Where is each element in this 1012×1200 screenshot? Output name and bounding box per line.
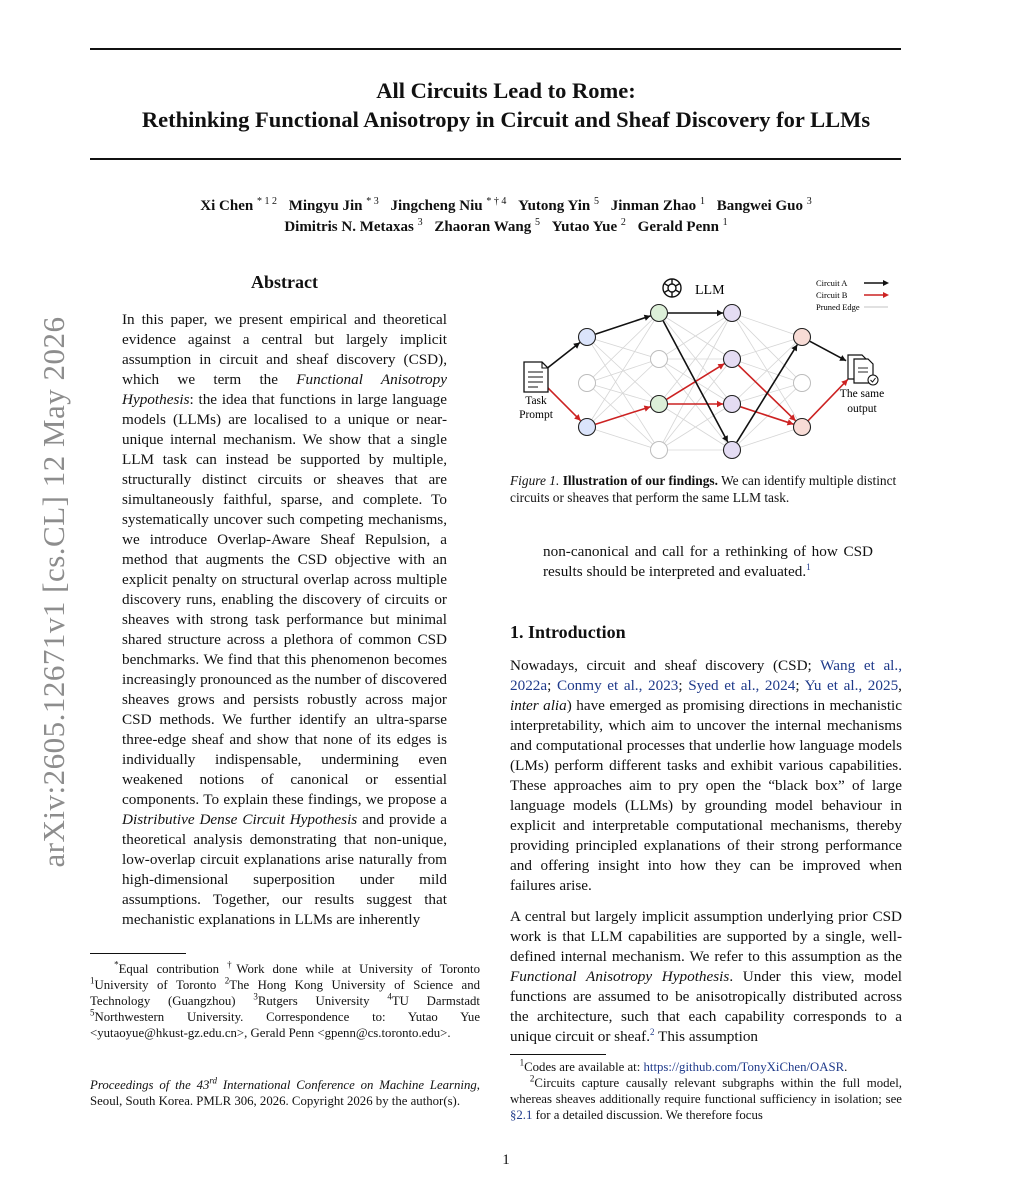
footnote-divider (510, 1054, 606, 1055)
circuit-b-edge (741, 407, 794, 424)
circuit-a-edge (737, 345, 798, 443)
footnote-1: $^1$Codes are available at: https://github.com/TonyXiChen/OASR. (519, 1057, 848, 1074)
title-bottom-rule (90, 158, 901, 160)
active-neuron-node (579, 329, 596, 346)
active-neuron-node (651, 396, 668, 413)
author-line-1 (0, 195, 1012, 217)
pruned-edge (587, 313, 659, 427)
active-neuron-node (794, 419, 811, 436)
figure-1-caption: Figure 1. Illustration of our findings. We can identify multiple distinct circuits or sheaves that perform the same LLM task. (510, 473, 897, 505)
author: Zhaoran Wang $^5$ (434, 217, 540, 235)
citation-yu-2025[interactable]: Yu et al., 2025 (804, 677, 899, 694)
circuit-diagram (512, 273, 902, 473)
author: Yutao Yue $^2$ (551, 217, 626, 235)
abstract-body: In this paper, we present empirical and theoretical evidence against a central but largely implicit assumption in circuit and sheaf discovery (CSD), which we term the Functional Anisotropy Hypothesis: the idea that functions in large language models (LLMs) are localised to a unique or near-unique internal mechanism. We show that a single LLM task can instead be supported by multiple, structurally distinct circuits or sheaves that are simultaneously faithful, sparse, and complete. To systematically uncover such competing mechanisms, we introduce Overlap-Aware Sheaf Repulsion, a method that augments the CSD objective with an explicit penalty on structural overlap across multiple discovery runs, enabling the discovery of circuits or sheaves with strong task performance but minimal shared structure across a plethora of common CSD benchmarks. We find that this phenomenon becomes increasingly pronounced as the number of discovered sheaves grows and persists robustly across major CSD methods. We further identify an ultra-sparse three-edge sheaf and show that none of its edges is individually indispensable, undermining even weakened notions of canonical or essential components. To explain these findings, we propose a Distributive Dense Circuit Hypothesis and provide a theoretical analysis demonstrating that non-unique, low-overlap circuit explanations arise naturally from high-dimensional superposition under mild assumptions. Together, our results suggest that mechanistic explanations in LLMs are inherently (122, 311, 447, 928)
citation-syed-2024[interactable]: Syed et al., 2024 (688, 677, 796, 694)
author-line-2 (0, 216, 1012, 238)
output-label-2: output (847, 403, 877, 415)
author: Jinman Zhao $^1$ (610, 196, 705, 214)
legend-circuit-a: Circuit A (816, 278, 848, 288)
output-label-1: The same (839, 388, 885, 400)
author: Mingyu Jin $^{* 3}$ (288, 196, 379, 214)
circuit-b-edge (808, 379, 848, 420)
figure-legend (816, 278, 889, 312)
footnote-ref-2[interactable]: 2 (650, 1026, 655, 1037)
introduction-paragraph-2: A central but largely implicit assumption underlying prior CSD work is that LLM capabilities are supported by a single, well-defined internal mechanism. We refer to this assumption as the Functional Anisotropy Hypothesis. Under this view, model functions are assumed to be anisotropically distributed across the architecture, such that each capability corresponds to a unique circuit or sheaf.$^2$ This assumption (510, 908, 902, 1045)
top-rule (90, 48, 901, 50)
pruned-edge (587, 359, 659, 383)
inactive-neuron-node (651, 442, 668, 459)
section-2-1-link[interactable]: §2.1 (510, 1108, 533, 1122)
pruned-edge (587, 427, 659, 450)
abstract-heading: Abstract (251, 272, 318, 292)
circuit-b-edges (547, 364, 847, 426)
pruned-edge (732, 313, 802, 337)
circuit-a-edge (548, 343, 580, 368)
active-neuron-node (724, 442, 741, 459)
circuit-a-edge (596, 316, 651, 334)
author: Dimitris N. Metaxas $^3$ (284, 217, 423, 235)
figure-1-circuit-illustration (512, 273, 902, 473)
inactive-neuron-node (794, 375, 811, 392)
citation-wang-2022a[interactable]: Wang et al., 2022a (510, 657, 902, 694)
introduction-paragraph-1: Nowadays, circuit and sheaf discovery (CSD; Wang et al., 2022a; Conmy et al., 2023; Syed et al., 2024; Yu et al., 2025, inter alia) have emerged as promising directions in mechanistic interpretability, which aim to uncover the internal mechanisms and computational processes that underlie how language models (LMs) perform different tasks and exhibit various capabilities. These approaches aim to pry open the “black box” of large language models (LLMs) by grounding model behaviour in explicit and interpretable computational mechanisms, thereby providing principled explanations of their strong performance and offering insight into how they can be improved when failures arise. (510, 657, 903, 894)
circuit-a-edge-arrowhead (717, 310, 723, 316)
pruned-edge (732, 427, 802, 450)
pruned-edge (587, 313, 659, 383)
inactive-neuron-node (651, 351, 668, 368)
author: Bangwei Guo $^3$ (716, 196, 812, 214)
legend-pruned-edge: Pruned Edge (816, 302, 860, 312)
active-neuron-node (724, 351, 741, 368)
section-heading-introduction: 1. Introduction (510, 622, 626, 642)
proceedings-note: Proceedings of the 43rd International Conference on Machine Learning, Seoul, South Korea. PMLR 306, 2026. Copyright 2026 by the author(s). (90, 1075, 480, 1108)
author: Gerald Penn $^1$ (637, 217, 728, 235)
paper-title-line-2: Rethinking Functional Anisotropy in Circuit and Sheaf Discovery for LLMs (141, 107, 871, 132)
footnote-divider (90, 953, 186, 954)
llm-label: LLM (695, 283, 725, 298)
footnote-2: $^2$Circuits capture causally relevant subgraphs within the full model, whereas sheaves additionally require functional sufficiency in isolation; see §2.1 for a detailed discussion. We therefore focus (510, 1073, 902, 1122)
abstract-continuation: non-canonical and call for a rethinking of how CSD results should be interpreted and evaluated.$^1$ (543, 543, 873, 580)
legend-circuit-b: Circuit B (816, 290, 848, 300)
active-neuron-node (794, 329, 811, 346)
term-distributive-dense-circuit: Distributive Dense Circuit Hypothesis (122, 811, 358, 828)
code-footnotes (510, 1059, 902, 1123)
active-neuron-node (651, 305, 668, 322)
llm-logo-icon (663, 279, 681, 297)
author: Yutong Yin $^5$ (518, 196, 599, 214)
task-prompt-document-icon (524, 362, 548, 392)
inactive-neuron-node (579, 375, 596, 392)
circuit-b-edge (596, 407, 651, 425)
arxiv-identifier-stamp: arXiv:2605.12671v1 [cs.CL] 12 May 2026 (36, 316, 71, 868)
author: Jingcheng Niu $^{* \dagger 4}$ (390, 196, 507, 214)
page-number: 1 (502, 1152, 510, 1168)
github-code-link[interactable]: https://github.com/TonyXiChen/OASR (643, 1060, 845, 1074)
affiliation-footnotes: *Equal contribution †Work done while at University of Toronto $^1$University of Toronto $^2$The Hong Kong University of Science and Technology (Guangzhou) $^3$Rutgers University $^4$TU Darmstadt $^5$Northwestern University. Correspondence to: Yutao Yue <yutaoyue@hkust-gz.edu.cn>, Gerald Penn <gpenn@cs.toronto.edu>. (90, 959, 480, 1040)
citation-conmy-2023[interactable]: Conmy et al., 2023 (556, 677, 679, 694)
active-neuron-node (579, 419, 596, 436)
task-prompt-label-1: Task (525, 395, 547, 407)
output-document-icon (848, 355, 878, 385)
paper-title-line-1: All Circuits Lead to Rome: (376, 78, 636, 103)
circuit-b-edge-arrowhead (717, 401, 723, 407)
author: Xi Chen $^{* 1 2}$ (200, 196, 277, 214)
active-neuron-node (724, 396, 741, 413)
circuit-a-edge (810, 341, 846, 360)
task-prompt-label-2: Prompt (519, 409, 553, 421)
term-functional-anisotropy: Functional Anisotropy Hypothesis (122, 371, 447, 408)
active-neuron-node (724, 305, 741, 322)
